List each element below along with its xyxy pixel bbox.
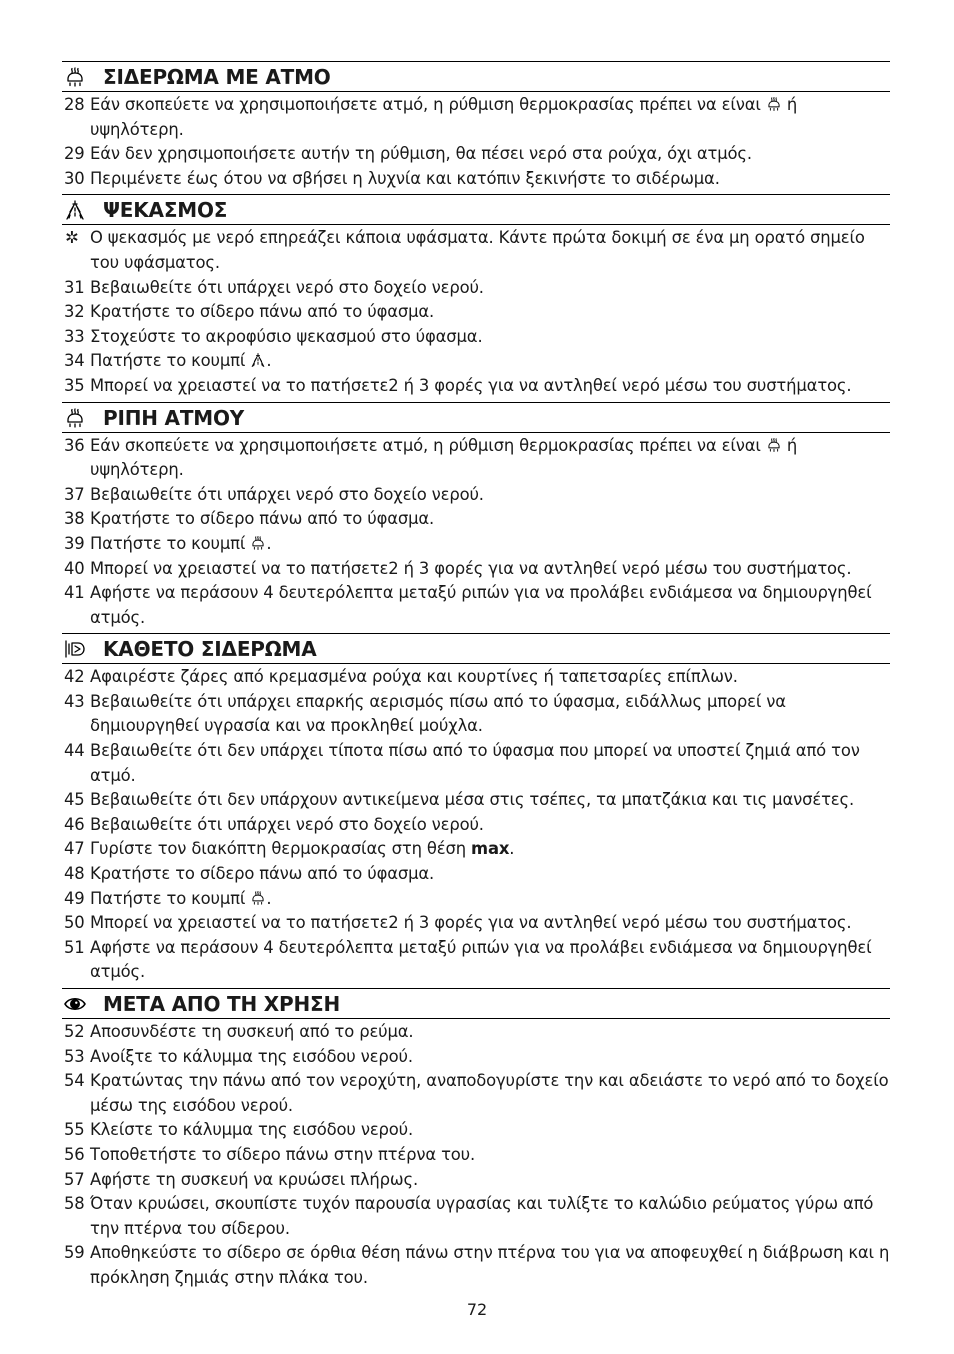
list-item bbox=[62, 862, 890, 887]
list-item bbox=[62, 1045, 890, 1070]
spray-icon bbox=[250, 352, 266, 368]
vertical-steam-icon bbox=[64, 639, 86, 659]
step-text bbox=[90, 839, 514, 858]
list-item bbox=[62, 837, 890, 862]
list-item bbox=[62, 276, 890, 301]
section-header bbox=[62, 988, 890, 1019]
step-number: 32 bbox=[64, 302, 85, 322]
step-text: Κρατώντας την πάνω από τον νεροχύτη, αναποδογυρίστε την και αδειάστε το νερό από το δοχείο μέσω της εισόδου νερού. bbox=[90, 1071, 889, 1115]
list-item bbox=[62, 788, 890, 813]
step-number: 53 bbox=[64, 1046, 85, 1066]
step-number: 55 bbox=[64, 1120, 85, 1140]
step-text-part: Πατήστε το κουμπί bbox=[90, 888, 251, 908]
step-text-part: . bbox=[266, 351, 272, 371]
step-text: Αφαιρέστε ζάρες από κρεμασμένα ρούχα και κουρτίνες ή ταπετσαρίες επίπλων. bbox=[90, 667, 738, 687]
step-text-part: Πατήστε το κουμπί bbox=[90, 351, 251, 371]
step-text bbox=[90, 351, 271, 370]
step-text: Αφήστε να περάσουν 4 δευτερόλεπτα μεταξύ ριπών για να προλάβει ενδιάμεσα να δημιουργηθεί ατμός. bbox=[90, 583, 872, 627]
step-text: Αποθηκεύστε το σίδερο σε όρθια θέση πάνω στην πτέρνα του για να αποφευχθεί η διάβρωση και η πρόκληση ζημιάς στην πλάκα του. bbox=[90, 1243, 890, 1287]
steam-icon bbox=[250, 535, 266, 551]
step-text: Αποσυνδέστε τη συσκευή από το ρεύμα. bbox=[90, 1022, 414, 1041]
step-number: 47 bbox=[64, 839, 85, 859]
step-text-part: Γυρίστε τον διακόπτη θερμοκρασίας στη θέση bbox=[90, 839, 472, 859]
step-text-part: Εάν σκοπεύετε να χρησιμοποιήσετε ατμό, η ρύθμιση θερμοκρασίας πρέπει να είναι bbox=[90, 435, 766, 455]
step-text bbox=[90, 889, 271, 908]
setting-value: max bbox=[471, 839, 510, 859]
step-number: 43 bbox=[64, 691, 85, 711]
step-number: 49 bbox=[64, 888, 85, 908]
step-text: Τοποθετήστε το σίδερο πάνω στην πτέρνα του. bbox=[90, 1144, 476, 1164]
step-number: 38 bbox=[64, 509, 85, 529]
section-header bbox=[62, 194, 890, 225]
step-text: Μπορεί να χρειαστεί να το πατήσετε2 ή 3 φορές για να αντληθεί νερό μέσω του συστήματος. bbox=[90, 913, 852, 933]
instruction-list bbox=[62, 664, 890, 988]
list-item bbox=[62, 226, 890, 275]
step-number: 56 bbox=[64, 1144, 85, 1164]
step-number: 54 bbox=[64, 1071, 85, 1091]
step-text bbox=[90, 534, 271, 553]
list-item bbox=[62, 1241, 890, 1290]
step-text: Κλείστε το κάλυμμα της εισόδου νερού. bbox=[90, 1120, 414, 1140]
list-item bbox=[62, 1168, 890, 1193]
list-item bbox=[62, 1118, 890, 1143]
step-text bbox=[90, 436, 797, 480]
step-number: 39 bbox=[64, 533, 85, 553]
document-page bbox=[62, 61, 890, 1294]
section-title: ΜΕΤΑ ΑΠΟ ΤΗ ΧΡΗΣΗ bbox=[103, 992, 340, 1016]
step-text: Βεβαιωθείτε ότι υπάρχει επαρκής αερισμός πίσω από το ύφασμα, ειδάλλως μπορεί να δημιουργηθεί υγρασία και να προκληθεί μούχλα. bbox=[90, 691, 786, 736]
step-text-part: Εάν σκοπεύετε να χρησιμοποιήσετε ατμό, η ρύθμιση θερμοκρασίας πρέπει να είναι bbox=[90, 95, 766, 114]
list-item bbox=[62, 1143, 890, 1168]
step-number: 31 bbox=[64, 277, 85, 297]
instruction-list bbox=[62, 433, 890, 634]
list-item bbox=[62, 167, 890, 192]
step-number: 28 bbox=[64, 95, 85, 114]
section-header bbox=[62, 633, 890, 664]
step-number: 57 bbox=[64, 1169, 85, 1189]
step-text: Βεβαιωθείτε ότι δεν υπάρχουν αντικείμενα μέσα στις τσέπες, τα μπατζάκια και τις μανσέτες. bbox=[90, 790, 855, 810]
section-title: ΡΙΠΗ ΑΤΜΟΥ bbox=[103, 405, 245, 430]
step-text: Κρατήστε το σίδερο πάνω από το ύφασμα. bbox=[90, 864, 435, 884]
steam-icon bbox=[64, 67, 86, 87]
step-number: 33 bbox=[64, 326, 85, 346]
step-text: Ανοίξτε το κάλυμμα της εισόδου νερού. bbox=[90, 1046, 413, 1066]
step-number: 58 bbox=[64, 1194, 85, 1214]
step-text-part: ή υψηλότερη. bbox=[90, 95, 798, 139]
list-item bbox=[62, 434, 890, 483]
list-item bbox=[62, 300, 890, 325]
spray-icon bbox=[64, 200, 86, 220]
step-text: Βεβαιωθείτε ότι υπάρχει νερό στο δοχείο νερού. bbox=[90, 814, 484, 834]
step-number: 50 bbox=[64, 913, 85, 933]
section-header bbox=[62, 402, 890, 433]
step-number: 35 bbox=[64, 375, 85, 395]
step-text: Βεβαιωθείτε ότι δεν υπάρχει τίποτα πίσω από το ύφασμα που μπορεί να υποστεί ζημιά από τον ατμό. bbox=[90, 741, 860, 785]
step-text-part: Πατήστε το κουμπί bbox=[90, 533, 251, 553]
section-header bbox=[62, 61, 890, 92]
step-text: Κρατήστε το σίδερο πάνω από το ύφασμα. bbox=[90, 509, 435, 529]
instruction-list bbox=[62, 225, 890, 401]
list-item bbox=[62, 813, 890, 838]
instruction-list bbox=[62, 1019, 890, 1294]
step-text-part: . bbox=[266, 888, 272, 908]
step-number: 45 bbox=[64, 790, 85, 810]
step-text-part: . bbox=[266, 533, 272, 553]
step-text: Εάν δεν χρησιμοποιήσετε αυτήν τη ρύθμιση, θα πέσει νερό στα ρούχα, όχι ατμός. bbox=[90, 144, 752, 164]
step-number: 41 bbox=[64, 583, 85, 603]
step-text-part: ή υψηλότερη. bbox=[90, 435, 798, 480]
list-item bbox=[62, 532, 890, 557]
list-item bbox=[62, 142, 890, 167]
step-number: 48 bbox=[64, 864, 85, 884]
step-number: 46 bbox=[64, 814, 85, 834]
warning-symbol: ✲ bbox=[65, 228, 79, 248]
step-number: 52 bbox=[64, 1022, 85, 1041]
section-title: ΨΕΚΑΣΜΟΣ bbox=[103, 198, 228, 223]
instruction-list bbox=[62, 92, 890, 194]
step-text: Βεβαιωθείτε ότι υπάρχει νερό στο δοχείο νερού. bbox=[90, 277, 484, 297]
step-number: 59 bbox=[64, 1243, 85, 1263]
step-text: Μπορεί να χρειαστεί να το πατήσετε2 ή 3 φορές για να αντληθεί νερό μέσω του συστήματος. bbox=[90, 558, 852, 578]
step-text: Κρατήστε το σίδερο πάνω από το ύφασμα. bbox=[90, 302, 435, 322]
list-item bbox=[62, 1020, 890, 1045]
list-item bbox=[62, 507, 890, 532]
list-item bbox=[62, 325, 890, 350]
step-number: 30 bbox=[64, 168, 85, 188]
steam-icon bbox=[64, 408, 86, 428]
list-item bbox=[62, 690, 890, 739]
list-item bbox=[62, 349, 890, 374]
list-item bbox=[62, 93, 890, 142]
step-text: Μπορεί να χρειαστεί να το πατήσετε2 ή 3 φορές για να αντληθεί νερό μέσω του συστήματος. bbox=[90, 375, 852, 395]
step-text: Περιμένετε έως ότου να σβήσει η λυχνία και κατόπιν ξεκινήστε το σιδέρωμα. bbox=[90, 168, 720, 188]
list-item bbox=[62, 1192, 890, 1241]
list-item bbox=[62, 1069, 890, 1118]
section-title: ΣΙΔΕΡΩΜΑ ΜΕ ΑΤΜΟ bbox=[103, 65, 331, 89]
step-number: 34 bbox=[64, 351, 85, 371]
list-item bbox=[62, 739, 890, 788]
step-text-part: . bbox=[509, 839, 515, 859]
step-text: Όταν κρυώσει, σκουπίστε τυχόν παρουσία υγρασίας και τυλίξτε το καλώδιο ρεύματος γύρω από την πτέρνα του σίδερου. bbox=[90, 1194, 874, 1238]
step-text: Βεβαιωθείτε ότι υπάρχει νερό στο δοχείο νερού. bbox=[90, 484, 484, 504]
eye-icon bbox=[64, 994, 86, 1014]
step-text: Στοχεύστε το ακροφύσιο ψεκασμού στο ύφασμα. bbox=[90, 326, 483, 346]
steam-icon bbox=[766, 96, 782, 112]
step-text bbox=[90, 95, 797, 139]
page-number: 72 bbox=[466, 1300, 488, 1319]
list-item bbox=[62, 557, 890, 582]
step-number: 40 bbox=[64, 558, 85, 578]
list-item bbox=[62, 665, 890, 690]
steam-icon bbox=[250, 890, 266, 906]
step-text: Αφήστε να περάσουν 4 δευτερόλεπτα μεταξύ ριπών για να προλάβει ενδιάμεσα να δημιουργηθεί ατμός. bbox=[90, 937, 872, 982]
list-item bbox=[62, 936, 890, 985]
list-item bbox=[62, 483, 890, 508]
list-item bbox=[62, 581, 890, 630]
steam-icon bbox=[766, 437, 782, 453]
list-item bbox=[62, 374, 890, 399]
step-text: Αφήστε τη συσκευή να κρυώσει πλήρως. bbox=[90, 1169, 419, 1189]
section-title: ΚΑΘΕΤΟ ΣΙΔΕΡΩΜΑ bbox=[103, 637, 317, 662]
step-number: 44 bbox=[64, 741, 85, 761]
step-number: 42 bbox=[64, 667, 85, 687]
list-item bbox=[62, 911, 890, 936]
step-number: 37 bbox=[64, 484, 85, 504]
step-number: 29 bbox=[64, 144, 85, 164]
step-number: 51 bbox=[64, 937, 85, 957]
step-number: 36 bbox=[64, 435, 85, 455]
step-text: Ο ψεκασμός με νερό επηρεάζει κάποια υφάσματα. Κάντε πρώτα δοκιμή σε ένα μη ορατό σημείο του υφάσματος. bbox=[90, 228, 865, 272]
list-item bbox=[62, 887, 890, 912]
